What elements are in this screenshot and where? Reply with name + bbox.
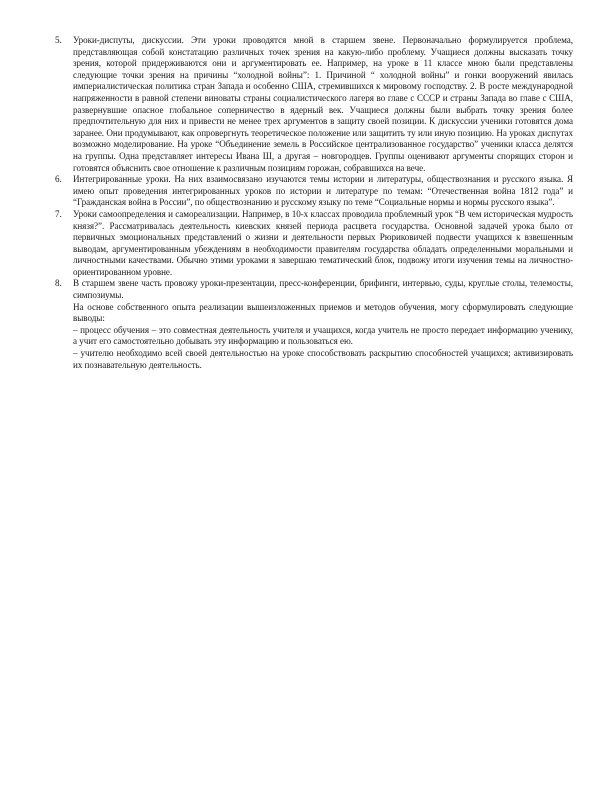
list-number: 8. — [55, 278, 62, 289]
list-item-body — [73, 174, 573, 209]
paragraph: Интегрированные уроки. На них взаимосвязано изучаются темы истории и литературы, обществознания и русского языка. Я имею опыт проведения интегрированных уроков по истории и литературе по темам: “Отечественная война 1812 года” и “Гражданская война в России”, по обществознанию и русскому языку по теме “Социальные нормы и нормы русского языка”. — [73, 174, 573, 208]
paragraph: Уроки-диспуты, дискуссии. Эти уроки проводятся мной в старшем звене. Первоначально формулируется проблема, представляющая собой констатацию различных точек зрения на какую-либо проблему. Учащиеся должны высказать точку зрения, которой придерживаются они и аргументировать ее. Например, на уроке в 11 классе мною были представлены следующие точки зрения на причины “холодной войны”: 1. Причиной “ холодной войны” и гонки вооружений явилась империалистическая политика стран Запада и особенно США, стремившихся к мировому господству. 2. В росте международной напряженности в равной степени виноваты страны социалистического лагеря во главе с СССР и страны Запада во главе с США, развернувшие опасное глобальное соперничество в ядерный век. Учащиеся должны были выбрать точку зрения более предпочтительную для них и привести не менее трех аргументов в защиту своей позиции. К дискуссии ученики готовятся дома заранее. Они продумывают, как опровергнуть теоретическое положение или защитить ту или иную позицию. На уроках диспутах возможно моделирование. На уроке “Объединение земель в Российское централизованное государство” ученики класса делятся на группы. Одна представляет интересы Ивана Ш, а другая – новгородцев. Группы оценивают аргументы спорящих сторон и готовятся объяснить свое отношение к различным позициям горожан, собравшихся на вече. — [73, 35, 573, 173]
list-item-7 — [0, 209, 612, 279]
list-item-5 — [0, 35, 612, 174]
list-item-body — [73, 209, 573, 279]
list-number: 7. — [55, 208, 62, 219]
paragraph: На основе собственного опыта реализации вышеизложенных приемов и методов обучения, могу сформулировать следующие выводы: — [73, 301, 573, 324]
paragraph: В старшем звене часть провожу уроки-презентации, пресс-конференции, брифинги, интервью, суды, круглые столы, телемосты, симпозиумы. — [73, 278, 573, 301]
list-item-body — [73, 278, 573, 371]
paragraph: – учителю необходимо всей своей деятельностью на уроке способствовать раскрытию способностей учащихся; активизировать их познавательную деятельность. — [73, 348, 573, 370]
paragraph: – процесс обучения – это совместная деятельность учителя и учащихся, когда учитель не просто передает информацию ученику, а учит его самостоятельно добывать эту информацию и пользоваться ею. — [73, 324, 573, 347]
list-item-6 — [0, 174, 612, 209]
list-number: 5. — [55, 35, 62, 45]
list-item-body — [73, 35, 573, 174]
numbered-list — [0, 35, 612, 371]
paragraph: Уроки самоопределения и самореализации. Например, в 10-х классах проводила проблемный урок “В чем историческая мудрость князя?”. Рассматривалась деятельность киевских князей периода расцвета государства. Основной задачей урока было от первичных эмоциональных представлений о жизни и деятельности первых Рюриковичей подвести учащихся к взвешенным выводам, аргументированным убеждениям в необходимости правителям государства обладать определенными моральными и личностными качествами. Обычно этими уроками я завершаю тематический блок, подвожу итоги изучения темы на личностно-ориентированном уровне. — [73, 208, 573, 277]
list-number: 6. — [55, 174, 62, 185]
list-item-8 — [0, 278, 612, 371]
